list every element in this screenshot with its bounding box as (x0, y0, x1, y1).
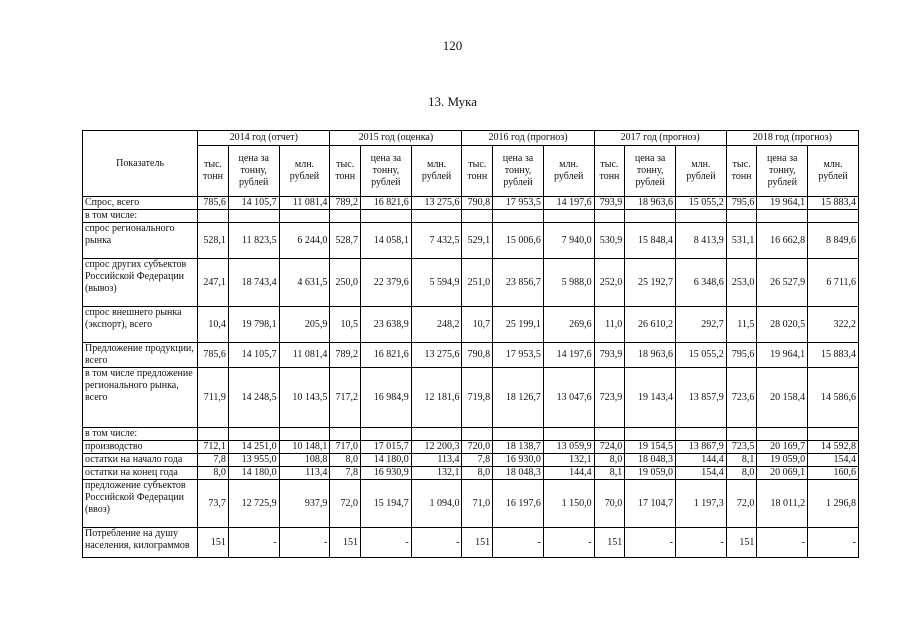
value-cell: 8 413,9 (675, 223, 726, 259)
value-cell: 13 059,9 (543, 441, 594, 454)
value-cell: 13 857,9 (675, 368, 726, 428)
value-cell: 132,1 (543, 454, 594, 467)
value-cell: 28 020,5 (757, 307, 808, 343)
value-cell: 15 194,7 (360, 480, 411, 528)
value-cell: 8,0 (198, 467, 229, 480)
unit-header: цена за тонну, рублей (625, 146, 676, 197)
value-cell: 723,9 (594, 368, 625, 428)
table-row (83, 343, 859, 368)
value-cell: 724,0 (594, 441, 625, 454)
value-cell: 151 (594, 528, 625, 558)
value-cell: 16 197,6 (493, 480, 544, 528)
value-cell (543, 428, 594, 441)
value-cell: 16 662,8 (757, 223, 808, 259)
table-row (83, 307, 859, 343)
value-cell: 1 197,3 (675, 480, 726, 528)
table-row (83, 454, 859, 467)
value-cell (279, 210, 330, 223)
value-cell: 18 963,6 (625, 343, 676, 368)
value-cell: 17 953,5 (493, 343, 544, 368)
value-cell: 19 143,4 (625, 368, 676, 428)
value-cell: 717,2 (330, 368, 361, 428)
value-cell: 20 169,7 (757, 441, 808, 454)
value-cell: 785,6 (198, 343, 229, 368)
year-header: 2016 год (прогноз) (462, 131, 594, 146)
table-row (83, 197, 859, 210)
value-cell: 723,5 (726, 441, 757, 454)
value-cell: 11,0 (594, 307, 625, 343)
value-cell: 7,8 (462, 454, 493, 467)
value-cell (543, 210, 594, 223)
value-cell: 18 963,6 (625, 197, 676, 210)
value-cell: 789,2 (330, 197, 361, 210)
table-row (83, 467, 859, 480)
row-label: Спрос, всего (83, 197, 198, 210)
value-cell: 17 953,5 (493, 197, 544, 210)
value-cell: 8 849,6 (808, 223, 859, 259)
table-row (83, 441, 859, 454)
value-cell: 19 798,1 (228, 307, 279, 343)
row-label: остатки на начало года (83, 454, 198, 467)
value-cell: 530,9 (594, 223, 625, 259)
unit-header: цена за тонну, рублей (757, 146, 808, 197)
value-cell: 22 379,6 (360, 259, 411, 307)
value-cell: 19 964,1 (757, 197, 808, 210)
value-cell: 10,4 (198, 307, 229, 343)
value-cell: 790,8 (462, 343, 493, 368)
table-row (83, 210, 859, 223)
value-cell (594, 428, 625, 441)
unit-header: тыс. тонн (198, 146, 229, 197)
value-cell: 10 148,1 (279, 441, 330, 454)
value-cell: 6 711,6 (808, 259, 859, 307)
value-cell: 18 743,4 (228, 259, 279, 307)
value-cell: 13 275,6 (411, 197, 462, 210)
value-cell: - (675, 528, 726, 558)
value-cell: 16 930,0 (493, 454, 544, 467)
value-cell: 73,7 (198, 480, 229, 528)
value-cell: 13 047,6 (543, 368, 594, 428)
row-label: в том числе: (83, 428, 198, 441)
value-cell: 7 432,5 (411, 223, 462, 259)
value-cell: 10,7 (462, 307, 493, 343)
value-cell (808, 428, 859, 441)
value-cell: 10 143,5 (279, 368, 330, 428)
value-cell: 8,0 (462, 467, 493, 480)
value-cell: 205,9 (279, 307, 330, 343)
value-cell (360, 210, 411, 223)
value-cell: 26 610,2 (625, 307, 676, 343)
value-cell: 11 823,5 (228, 223, 279, 259)
value-cell: 795,6 (726, 197, 757, 210)
value-cell: 251,0 (462, 259, 493, 307)
value-cell: 7,8 (198, 454, 229, 467)
value-cell: 160,6 (808, 467, 859, 480)
value-cell: 18 138,7 (493, 441, 544, 454)
value-cell: 5 988,0 (543, 259, 594, 307)
value-cell: 269,6 (543, 307, 594, 343)
row-label: Потребление на душу населения, килограммов (83, 528, 198, 558)
value-cell: 18 048,3 (625, 454, 676, 467)
value-cell: 720,0 (462, 441, 493, 454)
value-cell: 13 275,6 (411, 343, 462, 368)
value-cell: 8,0 (330, 454, 361, 467)
value-cell: 723,6 (726, 368, 757, 428)
row-label: в том числе: (83, 210, 198, 223)
table-row (83, 428, 859, 441)
value-cell: 16 930,9 (360, 467, 411, 480)
value-cell: 528,1 (198, 223, 229, 259)
unit-header: тыс. тонн (462, 146, 493, 197)
unit-header: цена за тонну, рублей (493, 146, 544, 197)
value-cell: 18 048,3 (493, 467, 544, 480)
value-cell (493, 210, 544, 223)
value-cell: - (757, 528, 808, 558)
value-cell: - (808, 528, 859, 558)
value-cell: 113,4 (411, 454, 462, 467)
value-cell: 795,6 (726, 343, 757, 368)
value-cell: - (228, 528, 279, 558)
value-cell (675, 428, 726, 441)
value-cell: - (279, 528, 330, 558)
value-cell: 15 883,4 (808, 197, 859, 210)
value-cell: - (543, 528, 594, 558)
value-cell: 8,0 (726, 467, 757, 480)
value-cell (757, 428, 808, 441)
value-cell: 17 015,7 (360, 441, 411, 454)
table-row (83, 259, 859, 307)
value-cell: 14 180,0 (360, 454, 411, 467)
value-cell: 12 200,3 (411, 441, 462, 454)
value-cell: 19 059,0 (757, 454, 808, 467)
value-cell (625, 428, 676, 441)
value-cell: 5 594,9 (411, 259, 462, 307)
value-cell: 14 197,6 (543, 343, 594, 368)
table-row (83, 528, 859, 558)
value-cell: 7,8 (330, 467, 361, 480)
value-cell (198, 210, 229, 223)
value-cell: 19 154,5 (625, 441, 676, 454)
page-number: 120 (442, 38, 463, 53)
value-cell: 15 055,2 (675, 197, 726, 210)
data-table (82, 130, 859, 558)
year-header: 2014 год (отчет) (198, 131, 330, 146)
value-cell: 72,0 (726, 480, 757, 528)
value-cell: 790,8 (462, 197, 493, 210)
value-cell: 15 055,2 (675, 343, 726, 368)
value-cell: 785,6 (198, 197, 229, 210)
value-cell: 14 592,8 (808, 441, 859, 454)
value-cell: 252,0 (594, 259, 625, 307)
indicator-header: Показатель (83, 131, 198, 197)
value-cell: 19 964,1 (757, 343, 808, 368)
value-cell: 6 244,0 (279, 223, 330, 259)
value-cell: 16 821,6 (360, 343, 411, 368)
value-cell: 4 631,5 (279, 259, 330, 307)
value-cell: - (493, 528, 544, 558)
value-cell (757, 210, 808, 223)
value-cell: 11 081,4 (279, 197, 330, 210)
value-cell: - (411, 528, 462, 558)
table-row (83, 480, 859, 528)
value-cell (360, 428, 411, 441)
value-cell (594, 210, 625, 223)
value-cell: 531,1 (726, 223, 757, 259)
value-cell: 14 586,6 (808, 368, 859, 428)
value-cell: 14 251,0 (228, 441, 279, 454)
table-row (83, 368, 859, 428)
value-cell: 23 638,9 (360, 307, 411, 343)
value-cell: 72,0 (330, 480, 361, 528)
row-label: Предложение продукции, всего (83, 343, 198, 368)
value-cell: 25 192,7 (625, 259, 676, 307)
value-cell: 144,4 (543, 467, 594, 480)
value-cell: 20 069,1 (757, 467, 808, 480)
year-header: 2018 год (прогноз) (726, 131, 858, 146)
value-cell (198, 428, 229, 441)
value-cell: 19 059,0 (625, 467, 676, 480)
value-cell: 250,0 (330, 259, 361, 307)
value-cell: 322,2 (808, 307, 859, 343)
value-cell (411, 210, 462, 223)
value-cell: 18 126,7 (493, 368, 544, 428)
row-label: спрос регионального рынка (83, 223, 198, 259)
value-cell: 789,2 (330, 343, 361, 368)
value-cell (462, 210, 493, 223)
value-cell: 717,0 (330, 441, 361, 454)
value-cell: 25 199,1 (493, 307, 544, 343)
value-cell: 113,4 (279, 467, 330, 480)
table-title: 13. Мука (427, 94, 478, 109)
value-cell: 71,0 (462, 480, 493, 528)
value-cell: 12 725,9 (228, 480, 279, 528)
value-cell: 1 296,8 (808, 480, 859, 528)
value-cell (330, 428, 361, 441)
year-header: 2017 год (прогноз) (594, 131, 726, 146)
row-label: спрос других субъектов Российской Федерации (вывоз) (83, 259, 198, 307)
value-cell (330, 210, 361, 223)
value-cell: 10,5 (330, 307, 361, 343)
value-cell (493, 428, 544, 441)
value-cell: 151 (198, 528, 229, 558)
value-cell: 15 006,6 (493, 223, 544, 259)
value-cell (808, 210, 859, 223)
value-cell: 26 527,9 (757, 259, 808, 307)
value-cell (228, 210, 279, 223)
value-cell: 14 197,6 (543, 197, 594, 210)
unit-header: тыс. тонн (594, 146, 625, 197)
value-cell: 253,0 (726, 259, 757, 307)
value-cell: 15 883,4 (808, 343, 859, 368)
value-cell: 12 181,6 (411, 368, 462, 428)
value-cell: - (360, 528, 411, 558)
value-cell: 151 (726, 528, 757, 558)
value-cell (726, 210, 757, 223)
unit-header: млн. рублей (411, 146, 462, 197)
unit-header: тыс. тонн (330, 146, 361, 197)
value-cell: 14 105,7 (228, 343, 279, 368)
value-cell: 7 940,0 (543, 223, 594, 259)
value-cell (462, 428, 493, 441)
value-cell: 712,1 (198, 441, 229, 454)
row-label: спрос внешнего рынка (экспорт), всего (83, 307, 198, 343)
unit-header: млн. рублей (675, 146, 726, 197)
value-cell (411, 428, 462, 441)
table-row (83, 223, 859, 259)
value-cell: 8,0 (594, 454, 625, 467)
value-cell: 20 158,4 (757, 368, 808, 428)
value-cell: 154,4 (808, 454, 859, 467)
value-cell: 154,4 (675, 467, 726, 480)
value-cell: 17 104,7 (625, 480, 676, 528)
value-cell: 292,7 (675, 307, 726, 343)
value-cell: 144,4 (675, 454, 726, 467)
value-cell: 15 848,4 (625, 223, 676, 259)
value-cell: 13 867,9 (675, 441, 726, 454)
value-cell: 16 821,6 (360, 197, 411, 210)
value-cell: 248,2 (411, 307, 462, 343)
unit-header: цена за тонну, рублей (360, 146, 411, 197)
value-cell (228, 428, 279, 441)
value-cell: 8,1 (594, 467, 625, 480)
value-cell: 14 058,1 (360, 223, 411, 259)
value-cell: 18 011,2 (757, 480, 808, 528)
value-cell: 151 (330, 528, 361, 558)
value-cell: 528,7 (330, 223, 361, 259)
value-cell: 719,8 (462, 368, 493, 428)
unit-header: цена за тонну, рублей (228, 146, 279, 197)
value-cell: 13 955,0 (228, 454, 279, 467)
value-cell: 937,9 (279, 480, 330, 528)
row-label: остатки на конец года (83, 467, 198, 480)
value-cell: 14 105,7 (228, 197, 279, 210)
value-cell: 16 984,9 (360, 368, 411, 428)
value-cell: 70,0 (594, 480, 625, 528)
row-label: предложение субъектов Российской Федерации (ввоз) (83, 480, 198, 528)
value-cell: 23 856,7 (493, 259, 544, 307)
value-cell: 793,9 (594, 197, 625, 210)
value-cell: 14 248,5 (228, 368, 279, 428)
value-cell: 108,8 (279, 454, 330, 467)
row-label: в том числе предложение регионального рынка, всего (83, 368, 198, 428)
value-cell: 529,1 (462, 223, 493, 259)
value-cell: 132,1 (411, 467, 462, 480)
value-cell: 11 081,4 (279, 343, 330, 368)
value-cell: - (625, 528, 676, 558)
unit-header: тыс. тонн (726, 146, 757, 197)
unit-header: млн. рублей (543, 146, 594, 197)
unit-header: млн. рублей (279, 146, 330, 197)
table-body (83, 197, 859, 558)
value-cell (726, 428, 757, 441)
value-cell: 14 180,0 (228, 467, 279, 480)
value-cell: 8,1 (726, 454, 757, 467)
year-header: 2015 год (оценка) (330, 131, 462, 146)
value-cell: 711,9 (198, 368, 229, 428)
value-cell: 793,9 (594, 343, 625, 368)
unit-header: млн. рублей (808, 146, 859, 197)
value-cell: 1 094,0 (411, 480, 462, 528)
value-cell: 151 (462, 528, 493, 558)
value-cell (279, 428, 330, 441)
value-cell: 6 348,6 (675, 259, 726, 307)
value-cell: 247,1 (198, 259, 229, 307)
value-cell (675, 210, 726, 223)
value-cell: 1 150,0 (543, 480, 594, 528)
value-cell: 11,5 (726, 307, 757, 343)
value-cell (625, 210, 676, 223)
row-label: производство (83, 441, 198, 454)
